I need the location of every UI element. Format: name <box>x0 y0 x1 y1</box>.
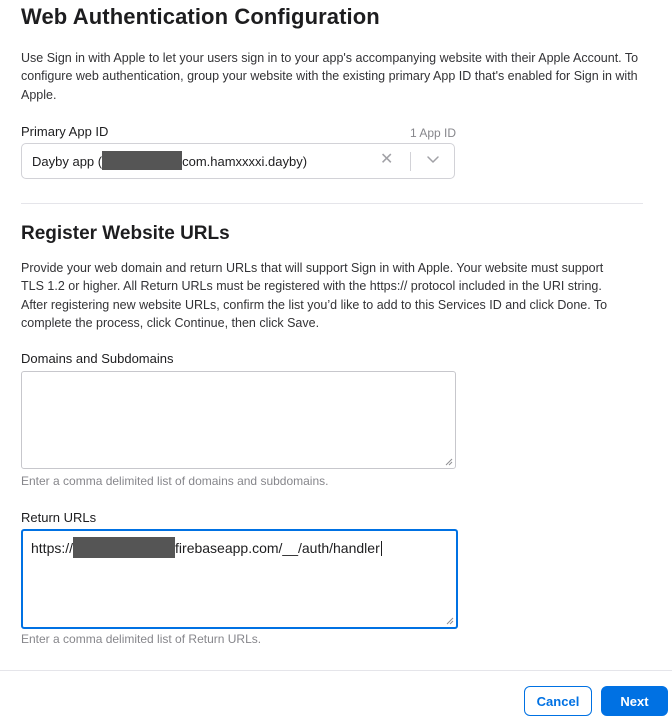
next-button[interactable]: Next <box>601 686 668 716</box>
resize-grip-icon[interactable] <box>445 458 453 466</box>
return-urls-help-text: Enter a comma delimited list of Return URLs. <box>21 632 262 646</box>
domains-textarea[interactable] <box>21 371 456 469</box>
footer-divider <box>0 670 672 671</box>
select-separator <box>410 152 411 171</box>
primary-app-id-label: Primary App ID <box>21 124 109 139</box>
chevron-down-icon[interactable] <box>426 155 440 165</box>
return-urls-value <box>31 539 382 560</box>
clear-selection-icon[interactable]: ✕ <box>380 151 394 168</box>
domains-help-text: Enter a comma delimited list of domains and subdomains. <box>21 474 329 488</box>
primary-app-id-select[interactable] <box>21 143 455 179</box>
redacted-team-id <box>102 151 182 170</box>
bundle-id-text: com.hamxxxxi.dayby) <box>182 153 308 169</box>
return-urls-textarea[interactable] <box>21 529 458 629</box>
app-id-count: 1 App ID <box>409 126 456 140</box>
redacted-project-id <box>73 537 175 558</box>
text-cursor <box>381 541 382 556</box>
intro-text: Use Sign in with Apple to let your users sign in to your app's accompanying website with their Apple Account. To configure web authentication, group your website with the existing primary App ID that's enabled for Sign in with Apple. <box>21 51 639 102</box>
section-divider <box>21 203 643 204</box>
page-title: Web Authentication Configuration <box>21 4 380 29</box>
app-name-text: Dayby app ( <box>32 153 103 169</box>
register-urls-heading: Register Website URLs <box>21 223 230 244</box>
url-path-text: firebaseapp.com/__/auth/handler <box>175 540 380 557</box>
return-urls-label: Return URLs <box>21 510 97 525</box>
resize-grip-icon[interactable] <box>446 617 454 625</box>
url-protocol-text: https:// <box>31 540 74 557</box>
register-urls-description: Provide your web domain and return URLs that will support Sign in with Apple. Your website must support TLS 1.2 or higher. All Return URLs must be registered with the https:// protocol included in the URI string. After registering new website URLs, confirm the list you’d like to add to this Services ID and click Done. To complete the process, click Continue, then click Save. <box>21 261 608 330</box>
domains-label: Domains and Subdomains <box>21 351 174 366</box>
cancel-button[interactable]: Cancel <box>524 686 592 716</box>
primary-app-id-value <box>32 153 307 172</box>
